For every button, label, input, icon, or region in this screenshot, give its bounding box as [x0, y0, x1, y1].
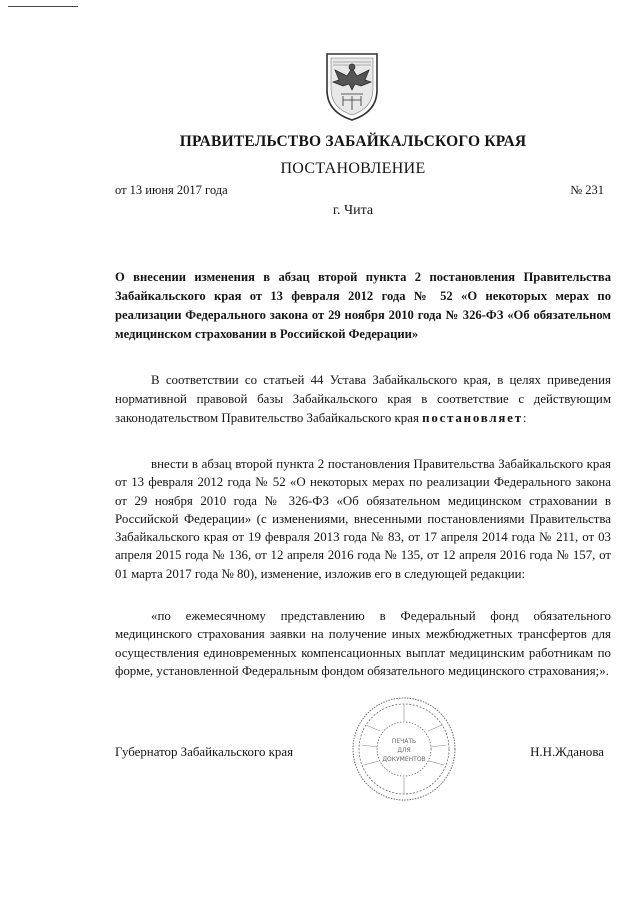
resolution-body: внести в абзац второй пункта 2 постановления Правительства Забайкальского края от 13 февраля 2012 года № 52 «О некоторых мерах по реализации Федерального закона от 29 ноября 2010 года № 326-ФЗ «Об обязательном медицинском страховании в Российской Федерации» (с изменениями, внесенными постановлениями Правительства Забайкальского края от 19 февраля 2013 года № 83, от 17 апреля 2014 года № 211, от 03 апреля 2015 года № 136, от 12 апреля 2016 года № 135, от 12 апреля 2016 года № 157, от 01 марта 2017 года № 80), изменение, изложив его в следующей редакции:	[115, 457, 611, 581]
coat-of-arms-icon	[323, 50, 381, 122]
decides-word: постановляет	[422, 411, 523, 425]
document-date: от 13 июня 2017 года	[115, 183, 228, 197]
new-wording-quote: «по ежемесячному представлению в Федеральный фонд обязательного медицинского страхования заявки на получение иных межбюджетных трансфертов для осуществления единовременных компенсационных выплат медицинским работникам по форме, установленной Федеральным фондом обязательного медицинского страхования;».	[115, 609, 611, 678]
government-title: ПРАВИТЕЛЬСТВО ЗАБАЙКАЛЬСКОГО КРАЯ	[179, 133, 527, 150]
document-number: № 231	[570, 183, 604, 197]
stamp-line-2: ДЛЯ	[397, 747, 411, 754]
document-type: ПОСТАНОВЛЕНИЕ	[280, 160, 426, 177]
preamble-colon: :	[522, 411, 527, 425]
signer-title: Губернатор Забайкальского края	[115, 745, 293, 759]
signer-name: Н.Н.Жданова	[530, 745, 604, 759]
document-subject: О внесении изменения в абзац второй пункта 2 постановления Правительства Забайкальского края от 13 февраля 2012 года № 52 «О некоторых мерах по реализации Федерального закона от 29 ноября 2010 года № 326-ФЗ «Об обязательном медицинском страховании в Российской Федерации»	[115, 270, 611, 341]
stamp-line-1: ПЕЧАТЬ	[391, 738, 417, 745]
preamble-paragraph	[115, 371, 611, 428]
scan-edge-line	[8, 6, 78, 7]
document-city: г. Чита	[332, 203, 374, 218]
stamp-line-3: ДОКУМЕНТОВ	[382, 756, 426, 763]
official-seal-stamp	[350, 695, 458, 803]
preamble-text: В соответствии со статьей 44 Устава Забайкальского края, в целях приведения нормативной правовой базы Забайкальского края в соответствие с действующим законодательством Правительство Забайкальского края	[115, 373, 611, 425]
